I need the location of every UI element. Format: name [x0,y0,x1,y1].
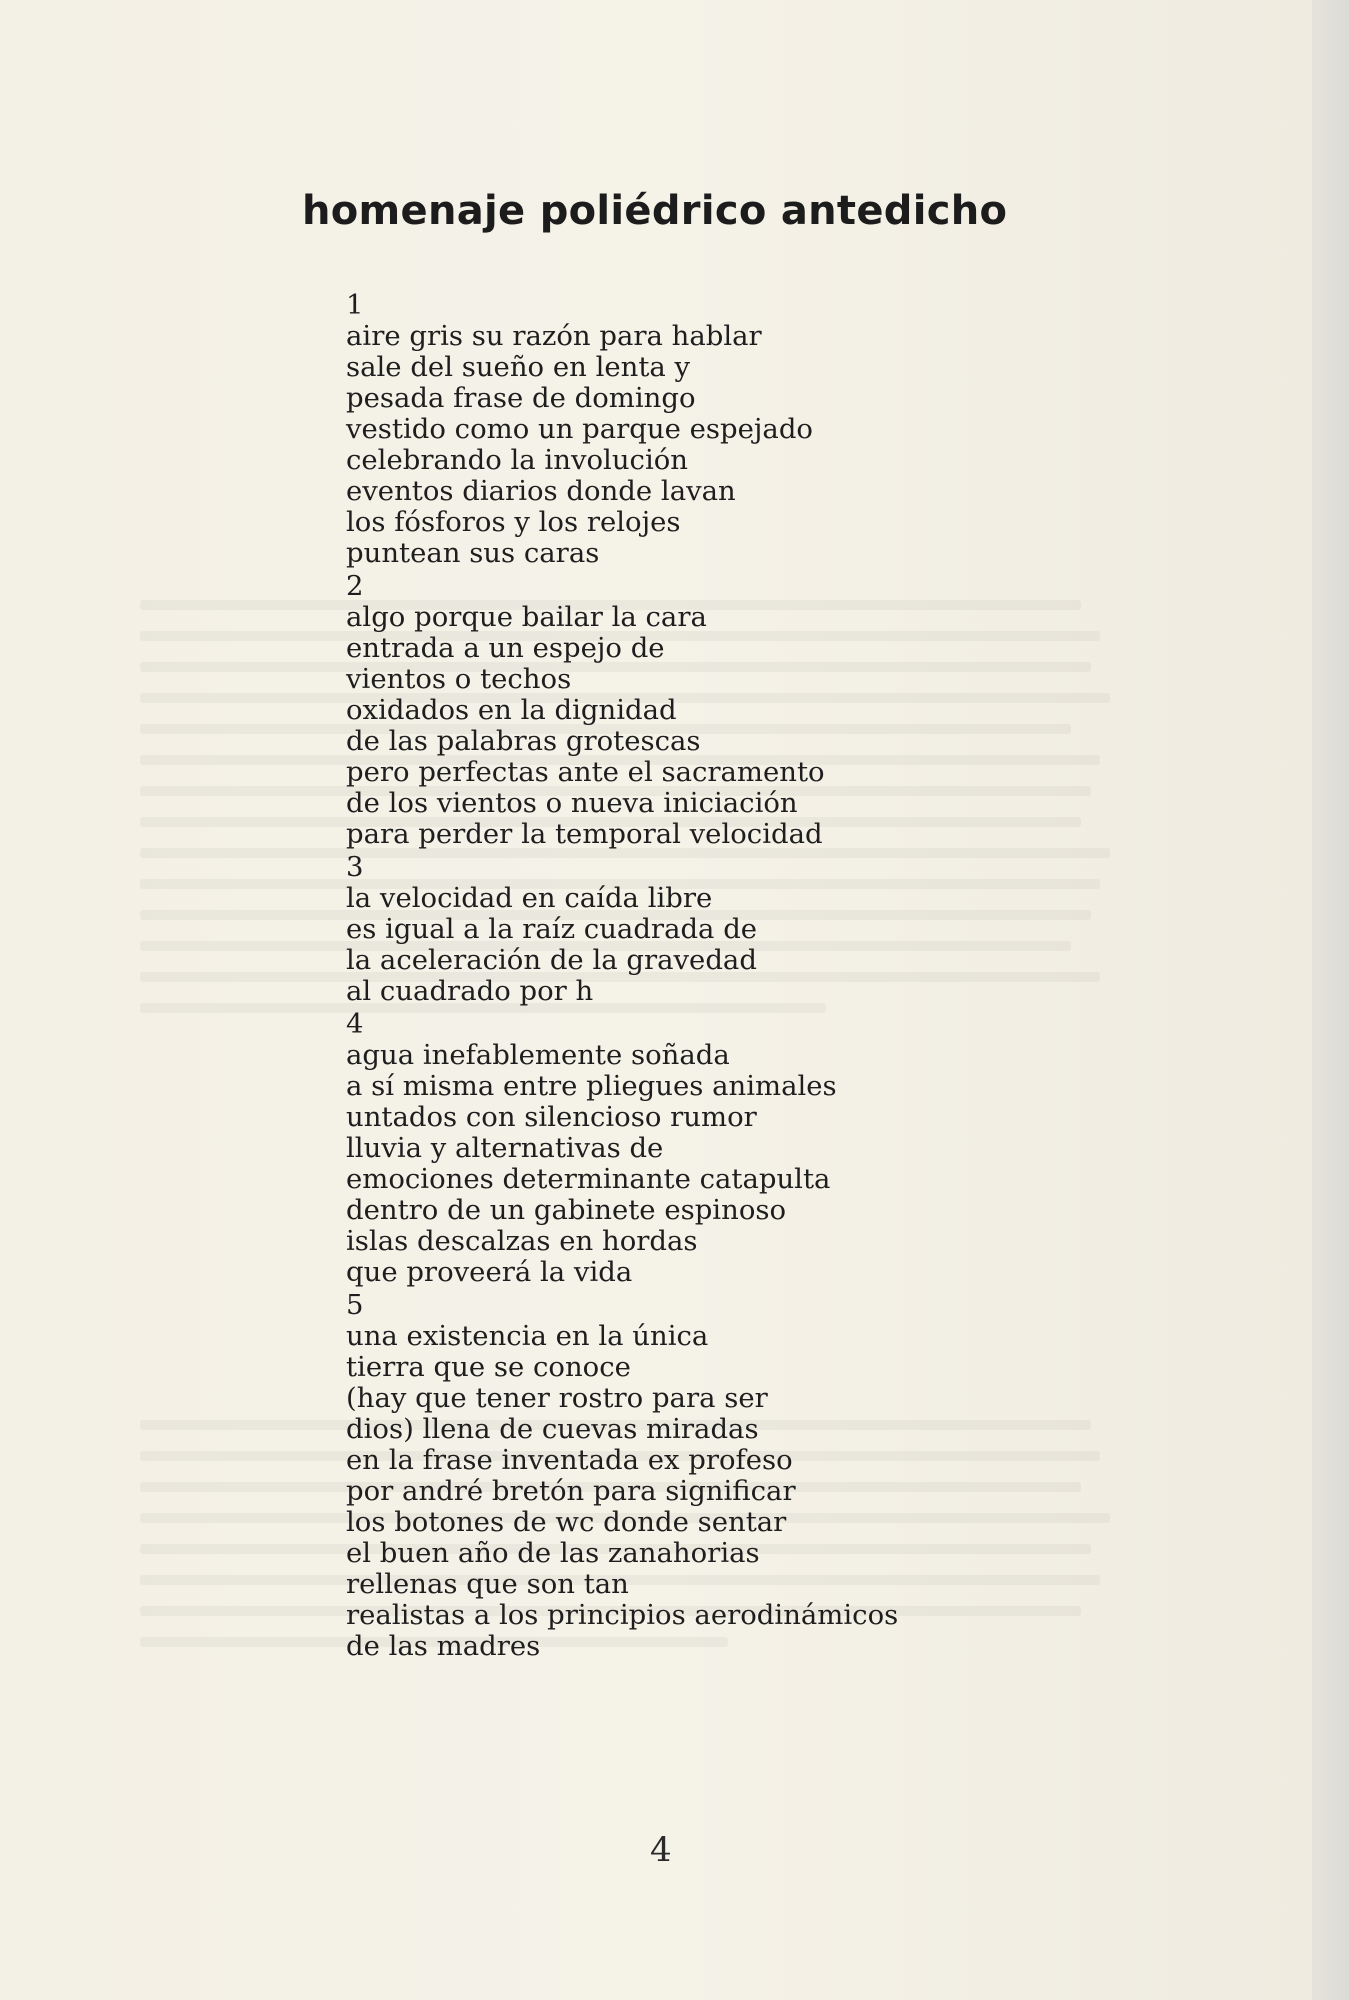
poem-line: lluvia y alternativas de [346,1132,664,1164]
poem-line: la aceleración de la gravedad [346,944,757,976]
poem-section-4 [346,1009,898,1288]
poem-section-2 [346,571,898,850]
poem-line: los fósforos y los relojes [346,506,681,538]
poem-line: puntean sus caras [346,537,600,569]
poem-line: agua inefablemente soñada [346,1039,730,1071]
poem-line: por andré bretón para significar [346,1475,796,1507]
poem-line: dentro de un gabinete espinoso [346,1194,787,1226]
section-number: 4 [346,1008,364,1040]
poem-line: de los vientos o nueva iniciación [346,787,798,819]
poem-line: tierra que se conoce [346,1351,631,1383]
page-number: 4 [650,1830,672,1870]
poem-line: algo porque bailar la cara [346,601,707,633]
section-number: 2 [346,570,364,602]
section-number: 5 [346,1289,364,1321]
poem-line: islas descalzas en hordas [346,1225,698,1257]
poem-line: una existencia en la única [346,1320,709,1352]
poem-line: que proveerá la vida [346,1256,633,1288]
poem-line: sale del sueño en lenta y [346,351,691,383]
poem-line: a sí misma entre pliegues animales [346,1070,837,1102]
poem-line: los botones de wc donde sentar [346,1506,787,1538]
poem-line: rellenas que son tan [346,1568,629,1600]
scan-background-edge [1312,0,1349,2000]
section-number: 1 [346,289,364,321]
poem-line: untados con silencioso rumor [346,1101,757,1133]
poem-line: dios) llena de cuevas miradas [346,1413,759,1445]
poem-line: celebrando la involución [346,444,689,476]
poem-line: en la frase inventada ex profeso [346,1444,793,1476]
poem-line: pesada frase de domingo [346,382,696,414]
poem-line: la velocidad en caída libre [346,882,713,914]
poem-line: oxidados en la dignidad [346,694,677,726]
poem-line: (hay que tener rostro para ser [346,1382,768,1414]
poem-body [346,290,898,1662]
poem-title: homenaje poliédrico antedicho [302,188,1008,234]
poem-line: es igual a la raíz cuadrada de [346,913,758,945]
poem-line: el buen año de las zanahorias [346,1537,760,1569]
poem-line: vientos o techos [346,663,572,695]
poem-line: para perder la temporal velocidad [346,818,823,850]
section-number: 3 [346,851,364,883]
poem-line: aire gris su razón para hablar [346,320,762,352]
poem-section-5 [346,1290,898,1662]
poem-line: emociones determinante catapulta [346,1163,831,1195]
poem-line: de las palabras grotescas [346,725,701,757]
poem-line: pero perfectas ante el sacramento [346,756,825,788]
poem-line: eventos diarios donde lavan [346,475,736,507]
poem-section-3 [346,852,898,1007]
poem-line: al cuadrado por h [346,975,594,1007]
poem-line: vestido como un parque espejado [346,413,813,445]
poem-line: entrada a un espejo de [346,632,665,664]
poem-line: realistas a los principios aerodinámicos [346,1599,899,1631]
poem-line: de las madres [346,1630,541,1662]
poem-section-1 [346,290,898,569]
